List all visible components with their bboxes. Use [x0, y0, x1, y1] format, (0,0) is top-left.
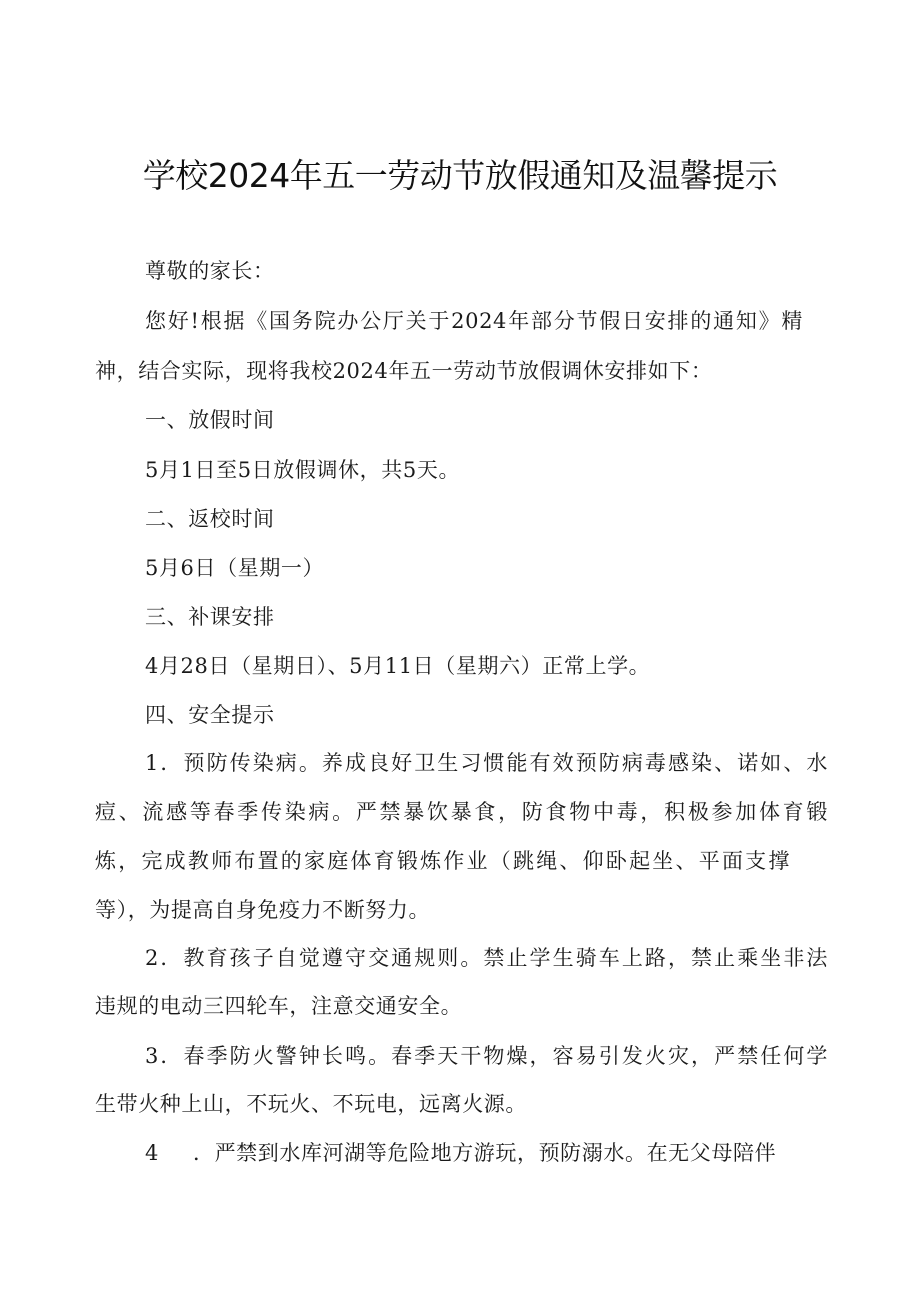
tip-1-line-4: 等），为提高自身免疫力不断努力。	[95, 898, 431, 922]
section-3-body: 4月28日（星期日）、5月11日（星期六）正常上学。	[145, 654, 651, 678]
section-4-heading: 四、安全提示	[145, 703, 275, 727]
tip-3-line-1: 3．春季防火警钟长鸣。春季天干物燥，容易引发火灾，严禁任何学	[145, 1044, 828, 1068]
tip-2-line-2: 违规的电动三四轮车，注意交通安全。	[95, 994, 463, 1018]
greeting: 尊敬的家长：	[145, 259, 275, 283]
tip-1-line-2: 痘、流感等春季传染病。严禁暴饮暴食，防食物中毒，积极参加体育锻	[95, 800, 828, 824]
tip-1-line-3: 炼，完成教师布置的家庭体育锻炼作业（跳绳、仰卧起坐、平面支撑	[95, 849, 790, 873]
intro-line-1: 您好!根据《国务院办公厅关于2024年部分节假日安排的通知》精	[145, 309, 803, 333]
section-1-body: 5月1日至5日放假调休，共5天。	[145, 458, 461, 482]
tip-4-number: 4	[145, 1141, 159, 1165]
section-3-heading: 三、补课安排	[145, 605, 275, 629]
tip-4-line-1	[145, 1137, 776, 1167]
section-1-heading: 一、放假时间	[145, 408, 275, 432]
tip-3-line-2: 生带火种上山，不玩火、不玩电，远离火源。	[95, 1092, 527, 1116]
section-2-heading: 二、返校时间	[145, 507, 275, 531]
tip-1-line-1: 1．预防传染病。养成良好卫生习惯能有效预防病毒感染、诺如、水	[145, 751, 828, 775]
tip-2-line-1: 2．教育孩子自觉遵守交通规则。禁止学生骑车上路，禁止乘坐非法	[145, 946, 828, 970]
section-2-body: 5月6日（星期一）	[145, 556, 325, 580]
tip-4-text: ．严禁到水库河湖等危险地方游玩，预防溺水。在无父母陪伴	[192, 1141, 777, 1165]
document-title: 学校2024年五一劳动节放假通知及温馨提示	[142, 156, 778, 195]
intro-line-2: 神，结合实际，现将我校2024年五一劳动节放假调休安排如下：	[95, 359, 713, 383]
